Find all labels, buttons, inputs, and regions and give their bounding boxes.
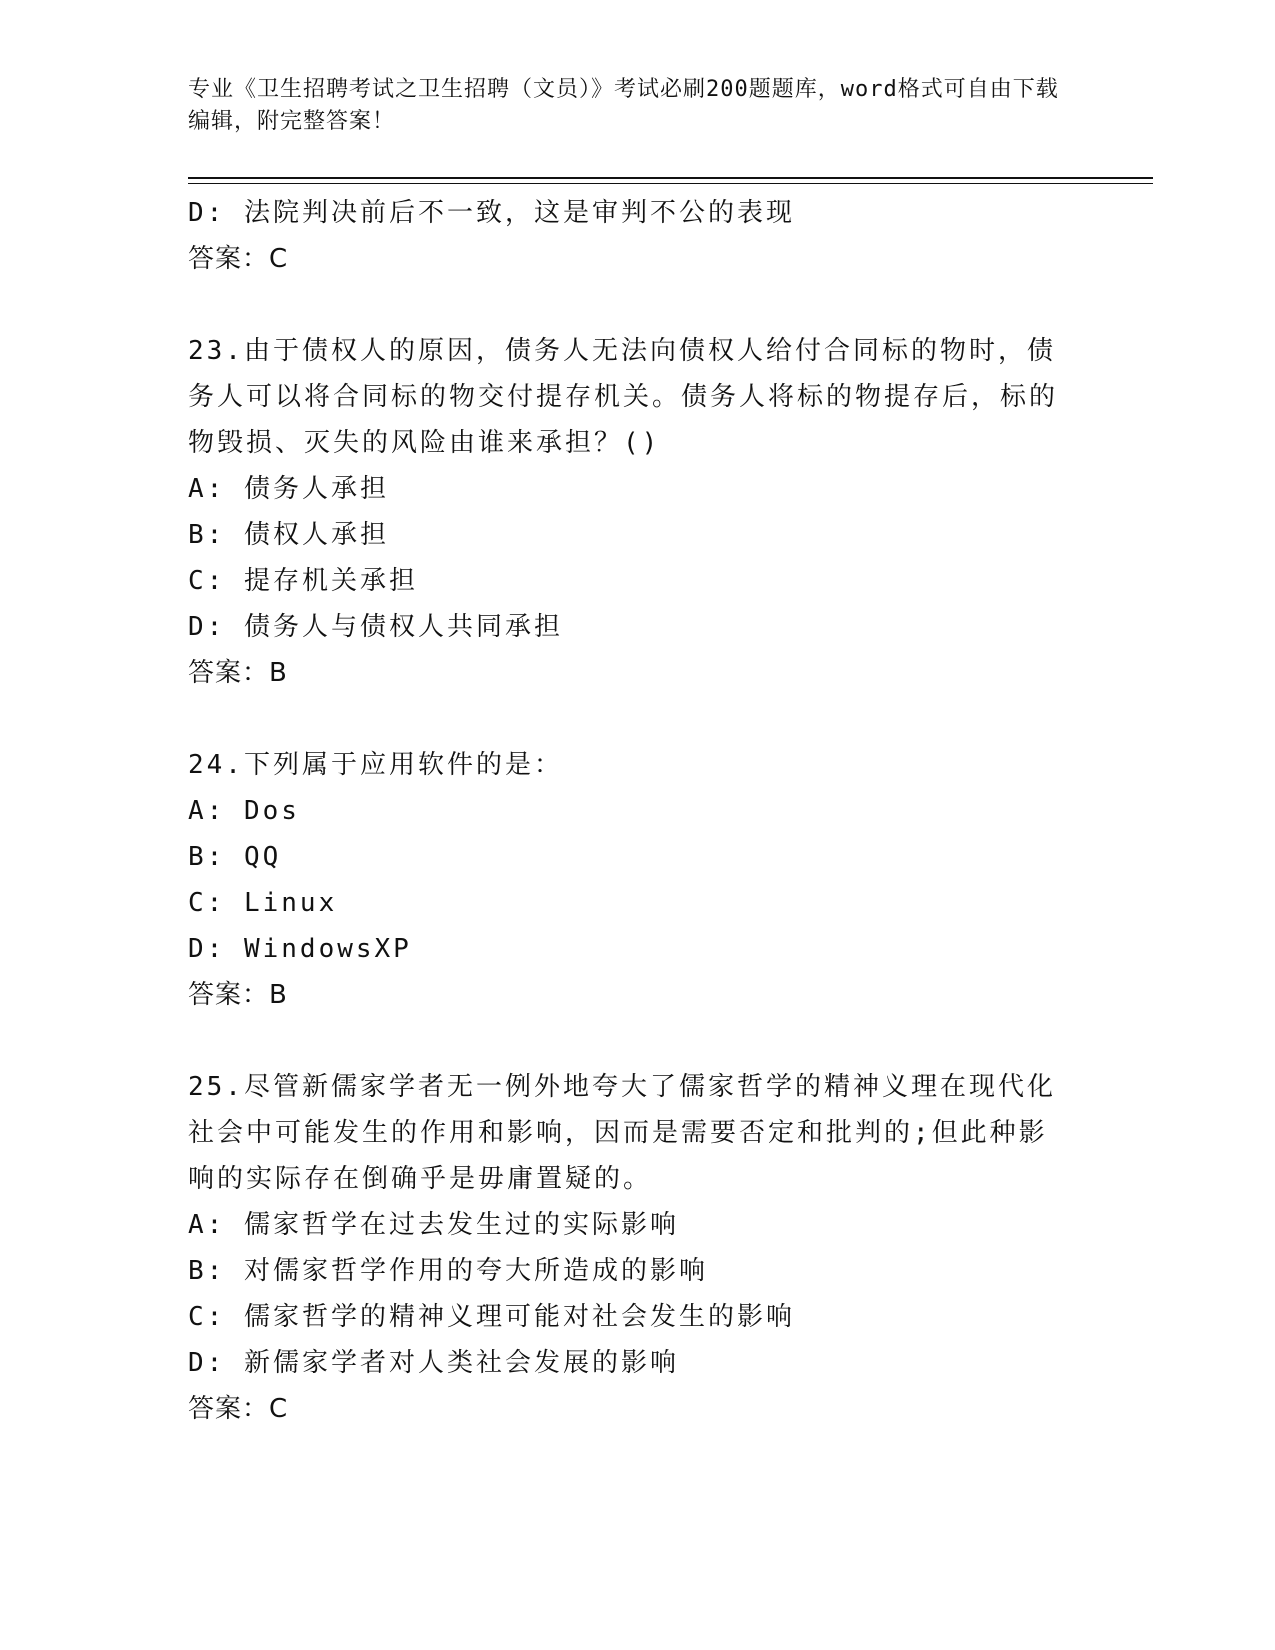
question-25 xyxy=(188,1064,1088,1432)
q23-option-d: D: 债务人与债权人共同承担 xyxy=(188,612,563,642)
q24-option-d: D: WindowsXP xyxy=(188,934,412,964)
q22-option-d: D: 法院判决前后不一致，这是审判不公的表现 xyxy=(188,198,795,228)
question-23 xyxy=(188,328,1088,696)
q24-answer: 答案：B xyxy=(188,980,288,1010)
q25-option-d: D: 新儒家学者对人类社会发展的影响 xyxy=(188,1348,679,1378)
question-24 xyxy=(188,742,1088,1018)
question-content xyxy=(188,190,1088,1432)
q25-stem: 25.尽管新儒家学者无一例外地夸大了儒家哲学的精神义理在现代化社会中可能发生的作用和影响，因而是需要否定和批判的;但此种影响的实际存在倒确乎是毋庸置疑的。 xyxy=(188,1072,1056,1194)
spacer xyxy=(188,696,1088,742)
header-divider-thin xyxy=(188,183,1153,184)
q25-option-c: C: 儒家哲学的精神义理可能对社会发生的影响 xyxy=(188,1302,795,1332)
spacer xyxy=(188,282,1088,328)
q24-option-a: A: Dos xyxy=(188,796,300,826)
q22-answer: 答案：C xyxy=(188,244,289,274)
q24-stem: 24.下列属于应用软件的是： xyxy=(188,750,563,780)
q25-option-a: A: 儒家哲学在过去发生过的实际影响 xyxy=(188,1210,679,1240)
q25-answer: 答案：C xyxy=(188,1394,289,1424)
spacer xyxy=(188,1018,1088,1064)
q24-option-c: C: Linux xyxy=(188,888,338,918)
q23-option-b: B: 债权人承担 xyxy=(188,520,389,550)
document-header: 专业《卫生招聘考试之卫生招聘（文员）》考试必刷200题题库，word格式可自由下载编辑，附完整答案！ xyxy=(188,77,1059,134)
q23-answer: 答案：B xyxy=(188,658,288,688)
q23-option-a: A: 债务人承担 xyxy=(188,474,389,504)
header-divider-thick xyxy=(188,177,1153,179)
q23-stem: 23.由于债权人的原因，债务人无法向债权人给付合同标的物时，债务人可以将合同标的物交付提存机关。债务人将标的物提存后，标的物毁损、灭失的风险由谁来承担？() xyxy=(188,336,1059,458)
q24-option-b: B: QQ xyxy=(188,842,282,872)
q23-option-c: C: 提存机关承担 xyxy=(188,566,418,596)
q25-option-b: B: 对儒家哲学作用的夸大所造成的影响 xyxy=(188,1256,708,1286)
